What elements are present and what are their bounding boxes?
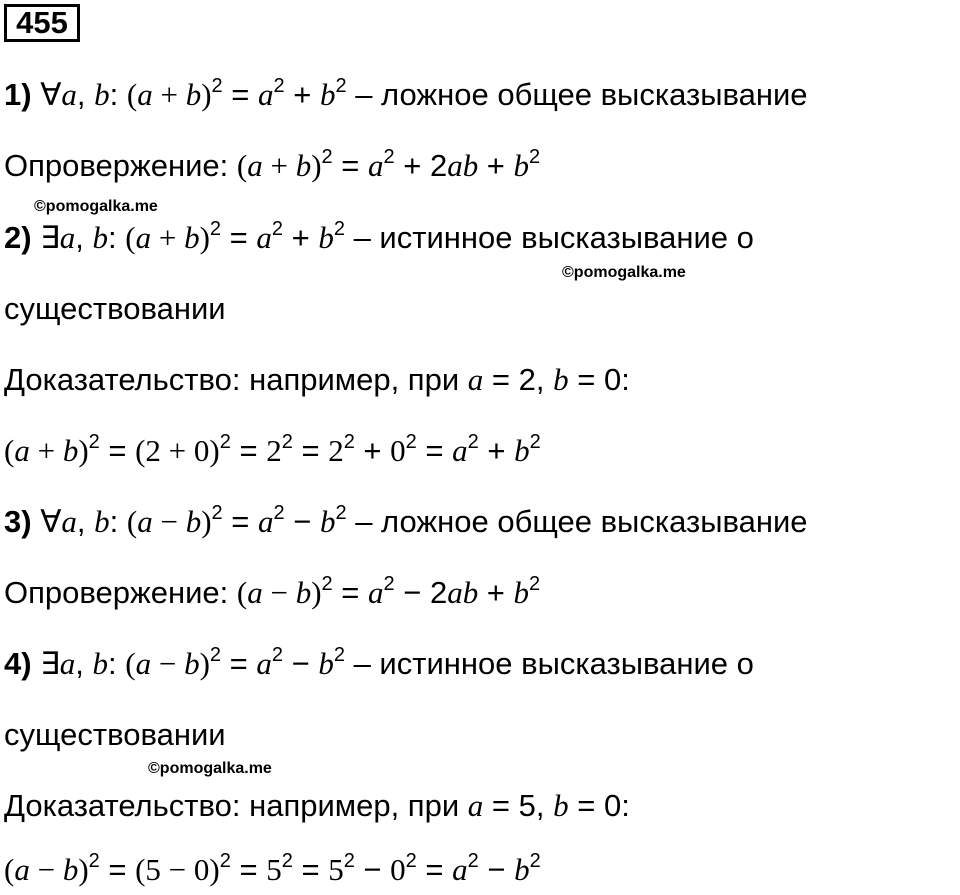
item-3-refutation-label: Опровержение: [4, 575, 237, 610]
item-3-refutation [4, 574, 540, 612]
item-4-text: – истинное высказывание о [344, 646, 754, 681]
item-3-text: – ложное общее высказывание [346, 504, 808, 539]
item-2-continuation: существовании [4, 291, 226, 326]
item-2-proof-b: 0 [603, 362, 622, 397]
item-2-proof-label: Доказательство: например, при [4, 362, 468, 397]
watermark: ©pomogalka.me [148, 760, 272, 777]
item-4-proof-formula: $(a - b)^2 = (5 - 0)^2 = 5^2 = 5^2 - 0^2 = a^2 - b^2$ [4, 850, 541, 887]
item-4 [4, 645, 754, 683]
item-1 [4, 76, 808, 114]
item-1-number: 1) [4, 77, 32, 112]
item-2-formula: ∃a, b: $(a + b)^2 = a^2 + b^2$ [40, 218, 345, 255]
item-4-proof-label: Доказательство: например, при [4, 788, 468, 823]
item-1-refutation-formula: $(a + b)^2 = a^2 + 2ab + b^2$ [236, 146, 541, 183]
item-1-refutation-label: Опровержение: [4, 148, 237, 183]
item-4-continuation: существовании [4, 717, 226, 752]
watermark: ©pomogalka.me [562, 264, 686, 281]
item-4-proof-a: 5 [518, 788, 536, 823]
item-4-proof-b: 0 [603, 788, 622, 823]
item-2-text: – истинное высказывание о [344, 220, 754, 255]
item-2-number: 2) [4, 220, 32, 255]
watermark: ©pomogalka.me [34, 198, 158, 215]
item-3-number: 3) [4, 504, 32, 539]
item-2-proof: Доказательство: например, при a = 2, b = 0: [4, 362, 630, 397]
item-1-refutation [4, 147, 540, 185]
item-2-proof-formula: $(a + b)^2 = (2 + 0)^2 = 2^2 = 2^2 + 0^2 = a^2 + b^2$ [4, 431, 541, 468]
item-4-number: 4) [4, 646, 32, 681]
item-2 [4, 219, 754, 257]
item-3 [4, 503, 808, 541]
item-4-proof: Доказательство: например, при a = 5, b = 0: [4, 788, 630, 823]
item-2-proof-a: 2 [518, 362, 536, 397]
item-1-formula: ∀a, b: $(a + b)^2 = a^2 + b^2$ [40, 75, 347, 112]
item-1-text: – ложное общее высказывание [346, 77, 808, 112]
item-4-formula: ∃a, b: $(a - b)^2 = a^2 - b^2$ [40, 644, 345, 681]
item-3-refutation-formula: $(a - b)^2 = a^2 - 2ab + b^2$ [236, 573, 541, 610]
item-3-formula: ∀a, b: $(a - b)^2 = a^2 - b^2$ [40, 502, 347, 539]
problem-number: 455 [4, 4, 80, 42]
